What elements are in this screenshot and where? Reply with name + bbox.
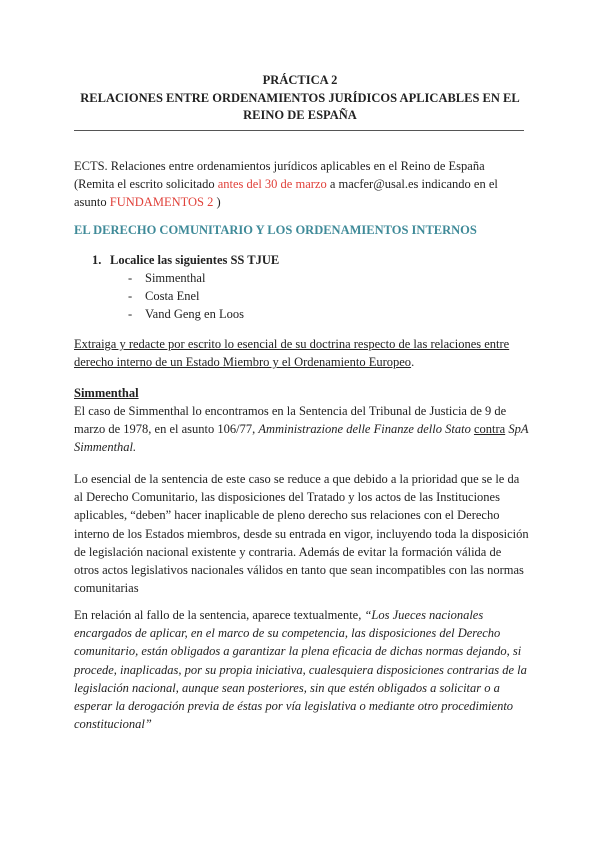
- case-item: Vand Geng en Loos: [145, 307, 244, 321]
- list-bullet-dash: -: [128, 271, 133, 285]
- task-number: 1.: [92, 253, 102, 267]
- list-bullet-dash: -: [128, 307, 133, 321]
- document-title: RELACIONES ENTRE ORDENAMIENTOS JURÍDICOS APLICABLES EN EL REINO DE ESPAÑA: [80, 91, 520, 122]
- instruction-text: Extraiga y redacte por escrito lo esencial de su doctrina respecto de las relaciones entre derecho interno de un Estado Miembro y el Ordenamiento Europeo: [74, 337, 510, 370]
- subject-text: FUNDAMENTOS 2: [109, 195, 214, 210]
- case-reference-text: El caso de Simmenthal lo encontramos en la Sentencia del Tribunal de Justicia de 9 de marzo de 1978, en el asunto 106/77,: [74, 404, 507, 437]
- ruling-intro-text: En relación al fallo de la sentencia, aparece textualmente,: [74, 608, 365, 622]
- title-divider: [74, 130, 524, 131]
- intro-text: (Remita el escrito solicitado: [74, 177, 218, 192]
- simmenthal-heading: Simmenthal: [74, 386, 139, 400]
- contra-text: contra: [473, 422, 506, 437]
- simmenthal-paragraph-1: [74, 402, 529, 457]
- intro-paragraph: [74, 157, 529, 212]
- list-bullet-dash: -: [128, 289, 133, 303]
- case-item: Simmenthal: [145, 271, 206, 285]
- task-label: Localice las siguientes SS TJUE: [110, 253, 280, 267]
- simmenthal-paragraph-3: [74, 606, 529, 733]
- party-name: SpA Simmenthal.: [74, 422, 529, 455]
- intro-text: ): [213, 195, 221, 210]
- intro-line-1: ECTS. Relaciones entre ordenamientos jurídicos aplicables en el Reino de España: [74, 159, 485, 173]
- instruction-period: .: [411, 355, 415, 370]
- deadline-text: antes del 30 de marzo: [217, 177, 327, 192]
- intro-text: a macfer@usal.es indicando en el asunto: [74, 177, 498, 210]
- section-heading: EL DERECHO COMUNITARIO Y LOS ORDENAMIENTOS INTERNOS: [74, 223, 477, 237]
- instruction-paragraph: [74, 335, 529, 371]
- practice-number: PRÁCTICA 2: [262, 73, 338, 87]
- ruling-quote: “Los Jueces nacionales encargados de aplicar, en el marco de su competencia, las disposiciones del Derecho comunitario, están obligados a garantizar la plena eficacia de dichas normas dejando, si procede, inaplicadas, por su propia iniciativa, cualesquiera disposiciones contrarias de la legislación nacional, aunque sean posteriores, sin que estén obligados a solicitar o a esperar la derogación previa de éstas por vía legislativa o mediante otro procedimiento constitucional”: [74, 608, 527, 732]
- simmenthal-paragraph-2: Lo esencial de la sentencia de este caso se reduce a que debido a la prioridad que se le da al Derecho Comunitario, las disposiciones del Tratado y los actos de las Instituciones aplicables, “deben” hacer inaplicable de pleno derecho sus relaciones con el Derecho interno de los Estados miembros, desde su entrada en vigor, incluyendo toda la disposición de legislación nacional existente y contraria. Además de evitar la formación válida de otros actos legislativos nacionales válidos en tanto que sean incompatibles con las normas comunitarias: [74, 472, 529, 596]
- party-name: Amministrazione delle Finanze dello Stato: [258, 422, 471, 437]
- case-item: Costa Enel: [145, 289, 200, 303]
